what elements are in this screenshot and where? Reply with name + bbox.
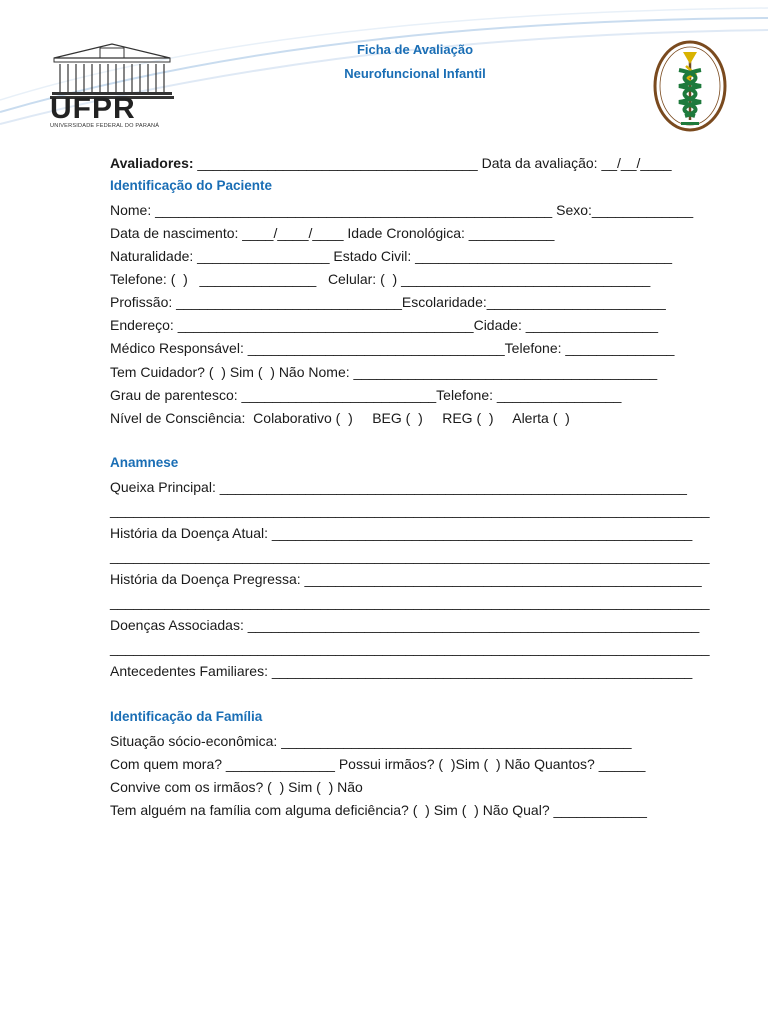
patient-doctor-line: Médico Responsável: _________________________________Telefone: ______________ [110,340,675,356]
ufpr-logo-text: UFPR [50,92,136,125]
evaluators-line [110,154,672,172]
ufpr-logo-subtext: UNIVERSIDADE FEDERAL DO PARANÁ [50,123,160,129]
section-family-identification: Identificação da Família [110,709,263,724]
form-title-line2: Neurofuncional Infantil [344,66,486,81]
patient-origin-line: Naturalidade: _________________ Estado Civil: _________________________________ [110,248,673,264]
anamnese-line: Queixa Principal: ____________________________________________________________ [110,479,687,495]
anamnese-line: História da Doença Atual: ______________________________________________________ [110,525,693,541]
family-line: Com quem mora? ______________ Possui irmãos? ( )Sim ( ) Não Quantos? ______ [110,756,646,772]
caduceus-emblem-icon [653,40,727,132]
patient-phone-line: Telefone: ( ) _______________ Celular: ( ) ________________________________ [110,271,651,287]
anamnese-line: Antecedentes Familiares: ______________________________________________________ [110,663,693,679]
anamnese-line: _____________________________________________________________________________ [110,548,710,564]
patient-name-line: Nome: ___________________________________________________ Sexo:_____________ [110,202,694,218]
anamnese-line: Doenças Associadas: __________________________________________________________ [110,617,700,633]
patient-kinship-line: Grau de parentesco: _________________________Telefone: ________________ [110,387,622,403]
patient-birth-line: Data de nascimento: ____/____/____ Idade Cronológica: ___________ [110,225,555,241]
anamnese-line: _____________________________________________________________________________ [110,640,710,656]
patient-consciousness-line: Nível de Consciência: Colaborativo ( ) BEG ( ) REG ( ) Alerta ( ) [110,410,570,426]
family-line: Situação sócio-econômica: _____________________________________________ [110,733,632,749]
patient-caregiver-line: Tem Cuidador? ( ) Sim ( ) Não Nome: _______________________________________ [110,364,658,380]
patient-address-line: Endereço: ______________________________________Cidade: _________________ [110,317,659,333]
section-patient-identification: Identificação do Paciente [110,178,273,193]
family-line: Tem alguém na família com alguma deficiência? ( ) Sim ( ) Não Qual? ____________ [110,802,647,818]
anamnese-line: História da Doença Pregressa: ___________________________________________________ [110,571,702,587]
evaluators-fields: ____________________________________ Data da avaliação: __/__/____ [193,155,672,171]
anamnese-line: _____________________________________________________________________________ [110,594,710,610]
section-anamnese: Anamnese [110,455,179,470]
ufpr-logo [50,42,174,130]
form-title-line1: Ficha de Avaliação [356,42,474,57]
page-header [0,0,768,140]
anamnese-line: _____________________________________________________________________________ [110,502,710,518]
evaluators-label: Avaliadores: [110,155,194,171]
family-line: Convive com os irmãos? ( ) Sim ( ) Não [110,779,363,795]
patient-profession-line: Profissão: _____________________________Escolaridade:_______________________ [110,294,666,310]
